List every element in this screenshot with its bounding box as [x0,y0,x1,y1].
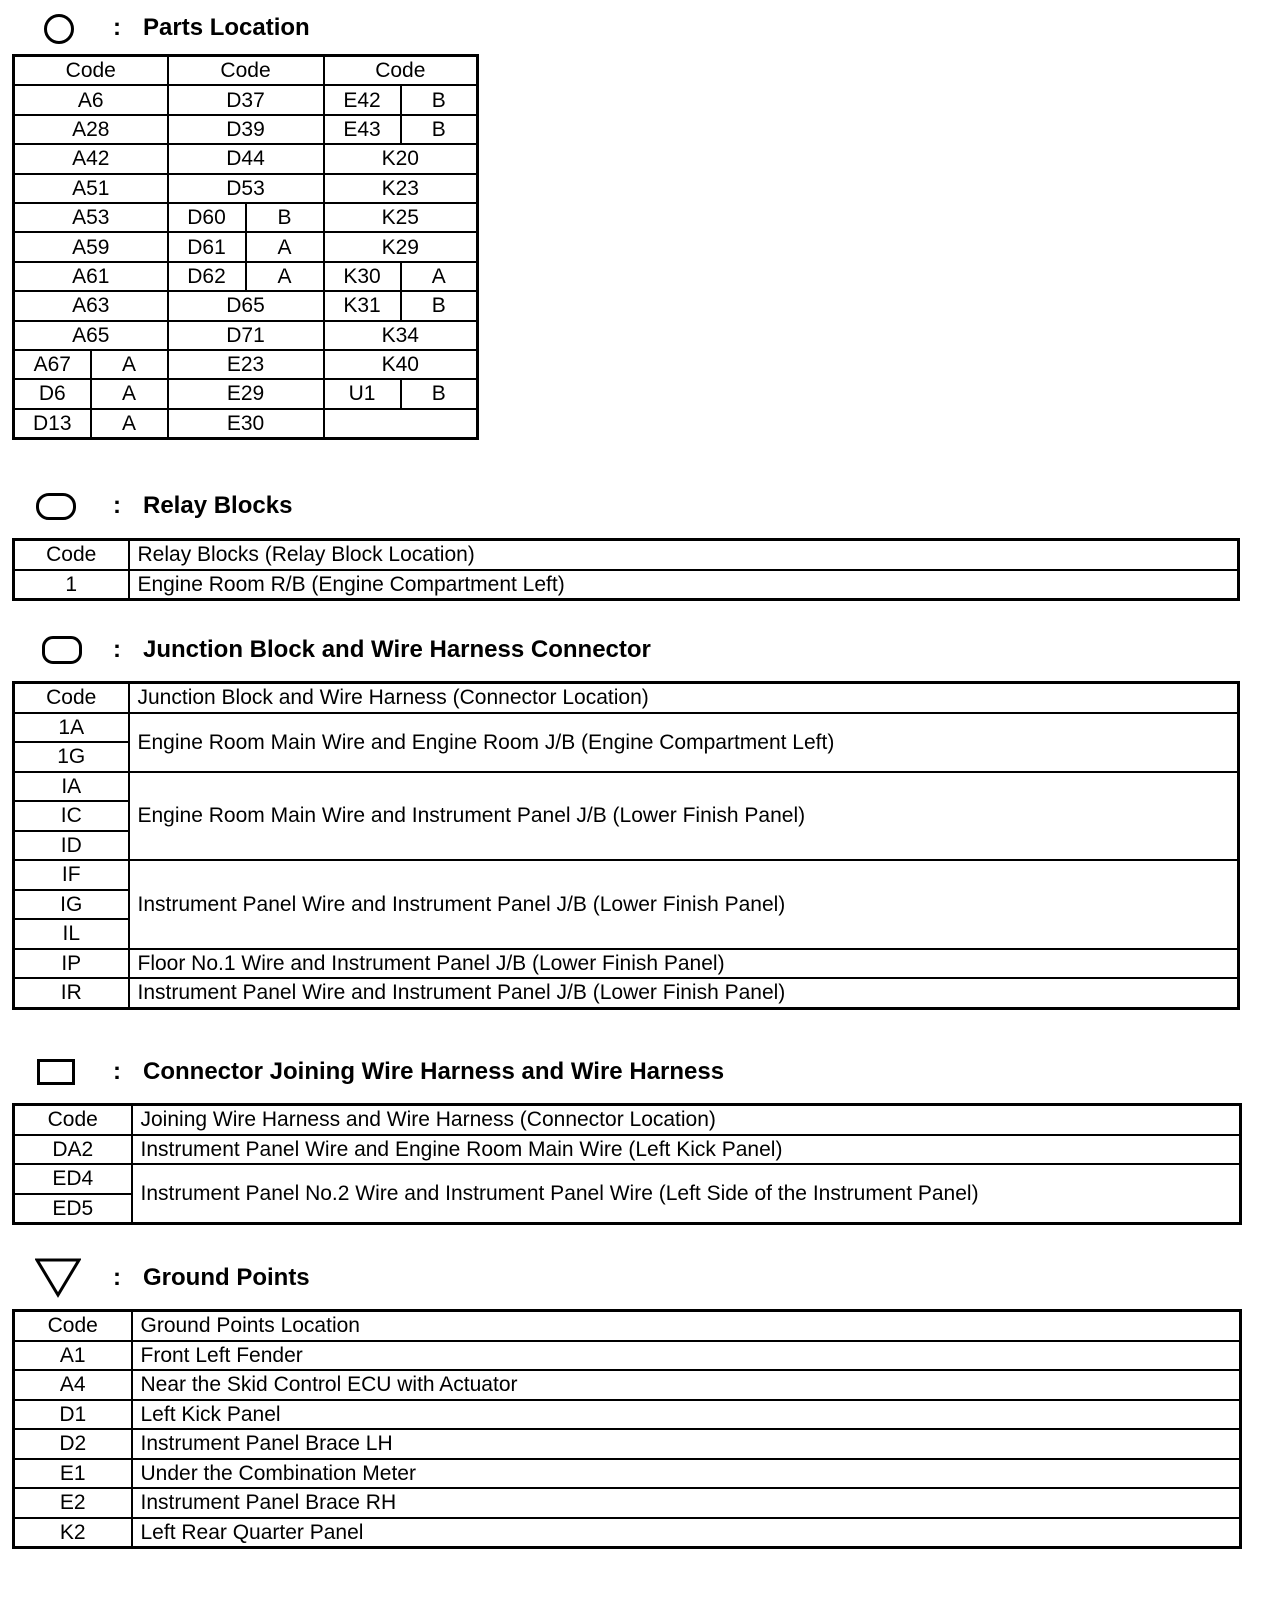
part-suffix-cell: B [401,115,478,144]
code-cell: 1 [14,570,129,600]
table-row [14,978,1239,1008]
junction-block-heading [0,630,1000,670]
header-code-cell: Code [14,1311,132,1341]
code-cell: A4 [14,1370,132,1400]
parts-row [14,115,478,144]
part-suffix-cell: A [401,262,478,291]
part-code-cell: A51 [14,174,168,203]
header-code-cell: Code [14,540,129,570]
table-row [14,1370,1241,1400]
part-code-cell: E23 [168,350,324,379]
joining-connector-heading [0,1052,1000,1092]
description-cell: Instrument Panel No.2 Wire and Instrument Panel Wire (Left Side of the Instrument Panel) [132,1164,1241,1224]
code-cell: IR [14,978,129,1008]
ground-points-heading [0,1258,1000,1298]
part-code-cell: E29 [168,379,324,408]
rounded-rectangle-symbol-icon [42,636,82,664]
code-cell: ED4 [14,1164,132,1194]
part-code-cell: E42 [324,85,401,114]
table-row [14,713,1239,743]
code-cell: K2 [14,1518,132,1548]
code-cell: IG [14,890,129,920]
code-cell: IL [14,919,129,949]
header-description-cell: Relay Blocks (Relay Block Location) [129,540,1239,570]
part-code-cell: K25 [324,203,478,232]
parts-row [14,144,478,173]
parts-row [14,232,478,261]
code-cell: 1G [14,742,129,772]
header-cell-code: Code [324,56,478,86]
section-title-ground-points: Ground Points [143,1264,310,1291]
parts-location-table [12,54,479,440]
description-cell: Left Rear Quarter Panel [132,1518,1241,1548]
junction-block-rows [14,683,1239,1009]
description-cell: Engine Room Main Wire and Instrument Panel J/B (Lower Finish Panel) [129,772,1239,861]
description-cell: Instrument Panel Wire and Engine Room Main Wire (Left Kick Panel) [132,1135,1241,1165]
part-code-cell: K34 [324,321,478,350]
part-code-cell: D44 [168,144,324,173]
table-row [14,1488,1241,1518]
header-row [14,1311,1241,1341]
heading-colon: : [113,14,121,41]
parts-location-heading [0,8,1000,48]
description-cell: Under the Combination Meter [132,1459,1241,1489]
description-cell: Instrument Panel Wire and Instrument Panel J/B (Lower Finish Panel) [129,978,1239,1008]
code-cell: E2 [14,1488,132,1518]
part-code-cell: D53 [168,174,324,203]
part-code-cell: D71 [168,321,324,350]
description-cell: Left Kick Panel [132,1400,1241,1430]
description-cell: Engine Room R/B (Engine Compartment Left) [129,570,1239,600]
table-row [14,1518,1241,1548]
header-cell-code: Code [168,56,324,86]
part-code-cell: A63 [14,291,168,320]
heading-colon: : [113,1264,121,1291]
part-code-cell: E43 [324,115,401,144]
part-code-cell: U1 [324,379,401,408]
table-row [14,860,1239,890]
section-title-parts-location: Parts Location [143,14,310,41]
description-cell: Near the Skid Control ECU with Actuator [132,1370,1241,1400]
part-code-cell: D62 [168,262,246,291]
relay-blocks-rows [14,540,1239,600]
part-suffix-cell: A [91,379,168,408]
joining-connector-table [12,1103,1242,1225]
part-code-cell: K29 [324,232,478,261]
part-code-cell: A28 [14,115,168,144]
relay-blocks-heading [0,486,1000,526]
part-suffix-cell: A [246,262,324,291]
parts-row [14,203,478,232]
part-code-cell: D13 [14,409,91,439]
header-row [14,1105,1241,1135]
table-row [14,1164,1241,1194]
code-cell: D1 [14,1400,132,1430]
table-row [14,1135,1241,1165]
header-row [14,540,1239,570]
parts-header-row [14,56,478,86]
parts-row [14,262,478,291]
rounded-rectangle-symbol-icon [36,493,76,520]
code-cell: DA2 [14,1135,132,1165]
code-cell: IC [14,801,129,831]
table-row [14,570,1239,600]
header-code-cell: Code [14,1105,132,1135]
part-code-cell: E30 [168,409,324,439]
part-suffix-cell: B [401,379,478,408]
part-code-cell: A61 [14,262,168,291]
code-cell: A1 [14,1341,132,1371]
heading-colon: : [113,492,121,519]
header-description-cell: Joining Wire Harness and Wire Harness (Connector Location) [132,1105,1241,1135]
relay-blocks-table [12,538,1240,601]
description-cell: Instrument Panel Wire and Instrument Panel J/B (Lower Finish Panel) [129,860,1239,949]
parts-location-rows [14,56,478,439]
part-suffix-cell: A [91,350,168,379]
junction-block-table [12,681,1240,1010]
part-code-cell: D39 [168,115,324,144]
parts-row [14,409,478,439]
parts-row [14,85,478,114]
code-cell: ED5 [14,1194,132,1224]
part-suffix-cell: B [401,291,478,320]
header-description-cell: Junction Block and Wire Harness (Connector Location) [129,683,1239,713]
header-code-cell: Code [14,683,129,713]
empty-cell [324,409,478,439]
part-suffix-cell: B [246,203,324,232]
parts-row [14,379,478,408]
description-cell: Instrument Panel Brace LH [132,1429,1241,1459]
code-cell: 1A [14,713,129,743]
description-cell: Floor No.1 Wire and Instrument Panel J/B (Lower Finish Panel) [129,949,1239,979]
part-code-cell: D65 [168,291,324,320]
section-title-junction-block: Junction Block and Wire Harness Connector [143,636,651,663]
part-code-cell: D37 [168,85,324,114]
description-cell: Front Left Fender [132,1341,1241,1371]
part-code-cell: A65 [14,321,168,350]
table-row [14,772,1239,802]
ground-points-rows [14,1311,1241,1548]
table-row [14,949,1239,979]
parts-row [14,291,478,320]
code-cell: ID [14,831,129,861]
code-cell: E1 [14,1459,132,1489]
part-code-cell: K31 [324,291,401,320]
parts-row [14,174,478,203]
part-code-cell: K40 [324,350,478,379]
part-code-cell: D6 [14,379,91,408]
table-row [14,1400,1241,1430]
circle-symbol-icon [44,14,74,44]
part-code-cell: K23 [324,174,478,203]
description-cell: Engine Room Main Wire and Engine Room J/B (Engine Compartment Left) [129,713,1239,772]
part-code-cell: D60 [168,203,246,232]
rectangle-symbol-icon [37,1059,75,1085]
code-cell: IP [14,949,129,979]
heading-colon: : [113,1058,121,1085]
section-title-joining-connector: Connector Joining Wire Harness and Wire Harness [143,1058,725,1085]
section-title-relay-blocks: Relay Blocks [143,492,293,519]
table-row [14,1459,1241,1489]
joining-connector-rows [14,1105,1241,1224]
part-suffix-cell: A [246,232,324,261]
part-code-cell: K20 [324,144,478,173]
part-suffix-cell: B [401,85,478,114]
parts-row [14,350,478,379]
part-code-cell: A59 [14,232,168,261]
table-row [14,1429,1241,1459]
part-code-cell: K30 [324,262,401,291]
ground-triangle-icon [35,1258,81,1298]
header-description-cell: Ground Points Location [132,1311,1241,1341]
part-suffix-cell: A [91,409,168,439]
part-code-cell: A67 [14,350,91,379]
table-row [14,1341,1241,1371]
code-cell: D2 [14,1429,132,1459]
code-cell: IF [14,860,129,890]
part-code-cell: A6 [14,85,168,114]
part-code-cell: D61 [168,232,246,261]
parts-row [14,321,478,350]
part-code-cell: A53 [14,203,168,232]
ground-points-table [12,1309,1242,1549]
header-cell-code: Code [14,56,168,86]
header-row [14,683,1239,713]
code-cell: IA [14,772,129,802]
description-cell: Instrument Panel Brace RH [132,1488,1241,1518]
heading-colon: : [113,636,121,663]
part-code-cell: A42 [14,144,168,173]
